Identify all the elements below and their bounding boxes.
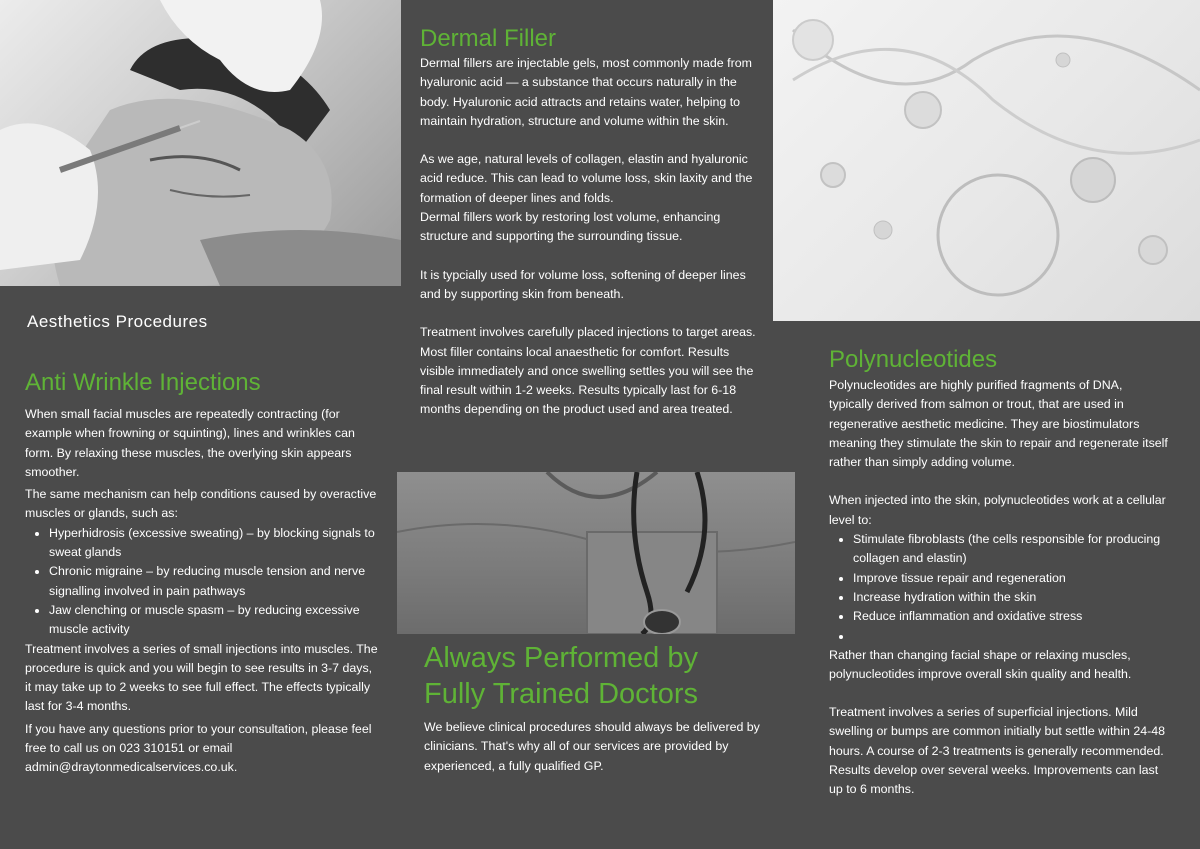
list-item: • Stimulate fibroblasts (the cells responsible for producing collagen and elastin) — [853, 530, 1169, 569]
doctors-text: We believe clinical procedures should always be delivered by clinicians. That's why all of our services are provided by experienced, a fully qualified GP. — [424, 720, 760, 773]
dermal-filler-intro: Dermal fillers are injectable gels, most commonly made from hyaluronic acid — a substance that occurs naturally in the body. Hyaluronic acid attracts and retains water, helping to maintain hydration, structure and volume within the skin. — [420, 56, 752, 128]
doctors-heading: Always Performed by Fully Trained Doctors — [424, 642, 698, 710]
anti-wrinkle-heading: Anti Wrinkle Injections — [25, 369, 261, 396]
anti-wrinkle-intro: When small facial muscles are repeatedly contracting (for example when frowning or squinting), lines and wrinkles can form. By relaxing these muscles, the overlying skin appears smoother. — [25, 407, 355, 479]
dermal-filler-restore: Dermal fillers work by restoring lost volume, enhancing structure and supporting the surrounding tissue. — [420, 210, 721, 244]
dermal-filler-heading: Dermal Filler — [420, 25, 557, 52]
section-title: Aesthetics Procedures — [27, 312, 208, 331]
dermal-filler-ageing: As we age, natural levels of collagen, elastin and hyaluronic acid reduce. This can lead to volume loss, skin laxity and the formation of deeper lines and folds. — [420, 152, 753, 205]
polynucleotides-intro: Polynucleotides are highly purified fragments of DNA, typically derived from salmon or trout, that are used in regenerative aesthetic medicine. They are biostimulators meaning they stimulate the skin to repair and regenerate itself rather than simply adding volume. — [829, 378, 1168, 470]
list-item: • Reduce inflammation and oxidative stress — [853, 607, 1169, 626]
list-item: • Chronic migraine – by reducing muscle tension and nerve signalling involved in pain pathways — [49, 562, 380, 601]
contact-info: If you have any questions prior to your consultation, please feel free to call us on 023 310151 or email admin@draytonmedicalservices.co.uk. — [25, 721, 372, 775]
polynucleotides-treatment: Treatment involves a series of superficial injections. Mild swelling or bumps are common initially but settle within 24-48 hours. A course of 2-3 treatments is generally recommended. Results develop over several weeks. Improvements can last up to 6 months. — [829, 705, 1166, 797]
dermal-filler-content — [420, 54, 760, 420]
injection-patient-photo — [0, 0, 401, 286]
list-item: • Hyperhidrosis (excessive sweating) – by blocking signals to sweat glands — [49, 524, 380, 563]
anti-wrinkle-conditions-list — [25, 524, 380, 640]
anti-wrinkle-treatment: Treatment involves a series of small injections into muscles. The procedure is quick and you will begin to see results in 3-7 days, it may take up to 2 weeks to see full effect. The effects typically last for 3-4 months. — [25, 641, 378, 714]
doctor-stethoscope-photo — [397, 472, 795, 634]
dna-bubbles-photo — [773, 0, 1200, 321]
list-item: • Increase hydration within the skin — [853, 588, 1169, 607]
dermal-filler-uses: It is typcially used for volume loss, softening of deeper lines and by supporting skin from beneath. — [420, 267, 746, 301]
anti-wrinkle-mechanism: The same mechanism can help conditions caused by overactive muscles or glands, such as: — [25, 487, 377, 521]
dermal-filler-treatment: Treatment involves carefully placed injections to target areas. Most filler contains local anaesthetic for comfort. Results visible immediately and once swelling settles you will see the final result within 1-2 weeks. Results typically last for 6-18 months depending on the product used and area treated. — [420, 325, 756, 417]
polynucleotides-benefits-list — [829, 530, 1169, 645]
list-item — [853, 627, 1169, 646]
polynucleotides-quality: Rather than changing facial shape or relaxing muscles, polynucleotides improve overall skin quality and health. — [829, 647, 1132, 681]
list-item: • Jaw clenching or muscle spasm – by reducing excessive muscle activity — [49, 601, 380, 640]
anti-wrinkle-content — [25, 405, 380, 778]
list-item: • Improve tissue repair and regeneration — [853, 569, 1169, 588]
polynucleotides-content — [829, 376, 1169, 800]
polynucleotides-heading: Polynucleotides — [829, 346, 998, 373]
polynucleotides-action: When injected into the skin, polynucleotides work at a cellular level to: — [829, 493, 1166, 527]
